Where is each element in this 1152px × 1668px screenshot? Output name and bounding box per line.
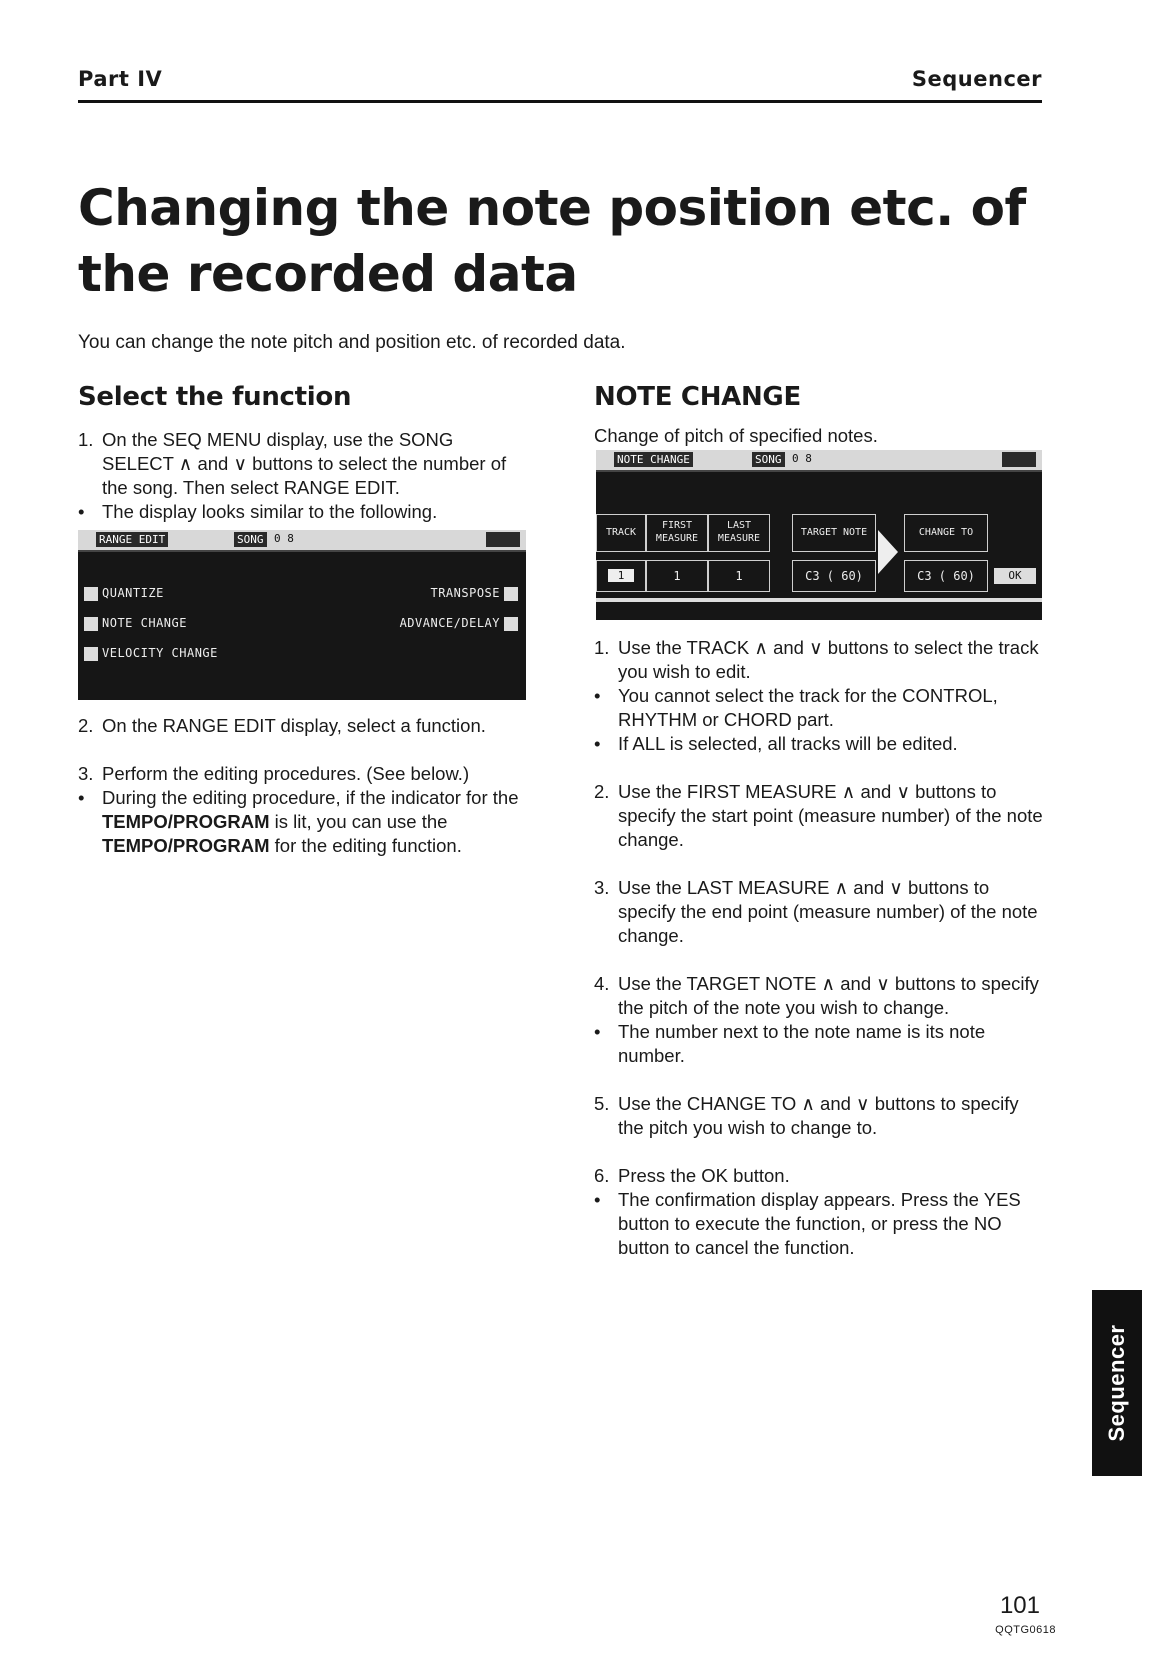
bullet-text: is lit, you can use the: [269, 811, 448, 832]
bullet-text: The display looks similar to the following.: [102, 501, 438, 522]
note-change-subtitle: Change of pitch of specified notes.: [594, 425, 878, 446]
arrow-right-icon: [878, 530, 898, 574]
cell-value: 1: [673, 569, 681, 583]
page-title: Changing the note position etc. of the recorded data: [78, 179, 1026, 303]
header-rule: [78, 100, 1042, 103]
sequencer-side-tab: [1092, 1290, 1142, 1476]
display-title-bar: [78, 530, 526, 552]
velocity-change-item[interactable]: [84, 646, 218, 661]
section-label: Sequencer: [911, 67, 1042, 91]
left-step-1: [78, 428, 530, 500]
item-label: NOTE CHANGE: [102, 616, 187, 630]
select-function-heading: Select the function: [78, 382, 352, 412]
bullet-marker: •: [78, 787, 85, 808]
left-bullet-2: [78, 786, 530, 858]
step-marker: 3.: [594, 877, 610, 898]
display-title-bar: [596, 450, 1042, 472]
track-label-cell: [596, 514, 646, 552]
display-song-chip: SONG: [752, 452, 785, 467]
right-step-1: [594, 636, 1044, 684]
bullet-text: During the editing procedure, if the indicator for the: [102, 787, 519, 808]
left-bullet-1: [78, 500, 530, 524]
cell-value: 1: [735, 569, 743, 583]
step-text: On the RANGE EDIT display, select a function.: [102, 715, 486, 736]
note-change-item[interactable]: [84, 616, 187, 631]
note-change-heading: NOTE CHANGE: [594, 382, 801, 412]
cell-label: TRACK: [605, 527, 637, 538]
step-marker: 6.: [594, 1165, 610, 1186]
change-to-label-cell: [904, 514, 988, 552]
step-marker: 2.: [594, 781, 610, 802]
step-text: Press the OK button.: [618, 1165, 790, 1186]
quantize-item[interactable]: [84, 586, 164, 601]
step-text: Use the TRACK ∧ and ∨ buttons to select the track you wish to edit.: [618, 637, 1039, 682]
display-song-chip: SONG: [234, 532, 267, 547]
target-note-label-cell: [792, 514, 876, 552]
cell-value: C3 ( 60): [805, 569, 863, 583]
tempo-icon: [1002, 452, 1036, 467]
item-label: VELOCITY CHANGE: [102, 646, 218, 660]
intro-text: You can change the note pitch and position etc. of recorded data.: [78, 332, 626, 353]
transpose-icon: [504, 587, 518, 601]
last-measure-value-cell[interactable]: [708, 560, 770, 592]
right-bullet-4: [594, 1188, 1044, 1260]
note-change-display: [596, 450, 1042, 620]
step-text: On the SEQ MENU display, use the SONG SELECT ∧ and ∨ buttons to select the number of the song. Then select RANGE EDIT.: [102, 429, 507, 498]
ok-button[interactable]: OK: [994, 568, 1036, 584]
bullet-text: The number next to the note name is its note number.: [618, 1021, 986, 1066]
left-step-3: [78, 762, 530, 786]
right-steps: [594, 636, 1044, 1260]
step-text: Use the CHANGE TO ∧ and ∨ buttons to specify the pitch you wish to change to.: [618, 1093, 1019, 1138]
item-label: TRANSPOSE: [430, 586, 500, 600]
bold-term: TEMPO/PROGRAM: [102, 835, 270, 856]
bullet-text: The confirmation display appears. Press the YES button to execute the function, or press the NO button to cancel the function.: [618, 1189, 1021, 1258]
step-text: Use the TARGET NOTE ∧ and ∨ buttons to specify the pitch of the note you wish to change.: [618, 973, 1039, 1018]
target-note-value-cell[interactable]: [792, 560, 876, 592]
display-song-number: 0 8: [274, 532, 294, 545]
right-step-6: [594, 1164, 1044, 1188]
transpose-item[interactable]: [430, 586, 518, 601]
step-text: Use the LAST MEASURE ∧ and ∨ buttons to specify the end point (measure number) of the note change.: [618, 877, 1038, 946]
right-step-4: [594, 972, 1044, 1020]
track-value-cell[interactable]: [596, 560, 646, 592]
cell-label: CHANGE TO: [918, 527, 974, 538]
cell-label: FIRST MEASURE: [655, 520, 699, 544]
display-song-number: 0 8: [792, 452, 812, 465]
bullet-marker: •: [594, 733, 601, 754]
bold-term: TEMPO/PROGRAM: [102, 811, 270, 832]
first-measure-label-cell: [646, 514, 708, 552]
display-bottom-strip: [596, 598, 1042, 602]
side-tab-label: Sequencer: [1104, 1324, 1129, 1442]
left-step-2: [78, 714, 530, 738]
cell-value: 1: [608, 569, 634, 582]
document-code: QQTG0618: [995, 1624, 1056, 1636]
step-marker: 2.: [78, 715, 94, 736]
right-step-3: [594, 876, 1044, 948]
bullet-marker: •: [594, 1189, 601, 1210]
right-bullet-1: [594, 684, 1044, 732]
advance-delay-icon: [504, 617, 518, 631]
advance-delay-item[interactable]: [400, 616, 518, 631]
part-label: Part IV: [78, 67, 163, 91]
last-measure-label-cell: [708, 514, 770, 552]
cell-label: TARGET NOTE: [800, 527, 868, 538]
bullet-marker: •: [594, 1021, 601, 1042]
display-mode-chip: RANGE EDIT: [96, 532, 168, 547]
right-step-5: [594, 1092, 1044, 1140]
first-measure-value-cell[interactable]: [646, 560, 708, 592]
step-marker: 1.: [594, 637, 610, 658]
display-mode-chip: NOTE CHANGE: [614, 452, 693, 467]
bullet-text: for the editing function.: [269, 835, 462, 856]
cell-label: LAST MEASURE: [717, 520, 761, 544]
step-text: Perform the editing procedures. (See below.): [102, 763, 470, 784]
bullet-marker: •: [78, 501, 85, 522]
right-step-2: [594, 780, 1044, 852]
change-to-value-cell[interactable]: [904, 560, 988, 592]
step-marker: 4.: [594, 973, 610, 994]
step-marker: 1.: [78, 429, 94, 450]
tempo-icon: [486, 532, 520, 547]
left-steps-top: [78, 428, 530, 524]
right-bullet-2: [594, 732, 1044, 756]
quantize-icon: [84, 587, 98, 601]
range-edit-display: [78, 530, 526, 700]
step-marker: 3.: [78, 763, 94, 784]
right-bullet-3: [594, 1020, 1044, 1068]
bullet-text: If ALL is selected, all tracks will be edited.: [618, 733, 958, 754]
page-number: 101: [999, 1592, 1040, 1619]
item-label: ADVANCE/DELAY: [399, 616, 500, 630]
bullet-text: You cannot select the track for the CONTROL, RHYTHM or CHORD part.: [618, 685, 998, 730]
note-change-icon: [84, 617, 98, 631]
velocity-change-icon: [84, 647, 98, 661]
bullet-marker: •: [594, 685, 601, 706]
step-text: Use the FIRST MEASURE ∧ and ∨ buttons to specify the start point (measure number) of the note change.: [618, 781, 1043, 850]
step-marker: 5.: [594, 1093, 610, 1114]
item-label: QUANTIZE: [102, 586, 164, 600]
left-steps-bottom: [78, 714, 530, 858]
cell-value: C3 ( 60): [917, 569, 975, 583]
